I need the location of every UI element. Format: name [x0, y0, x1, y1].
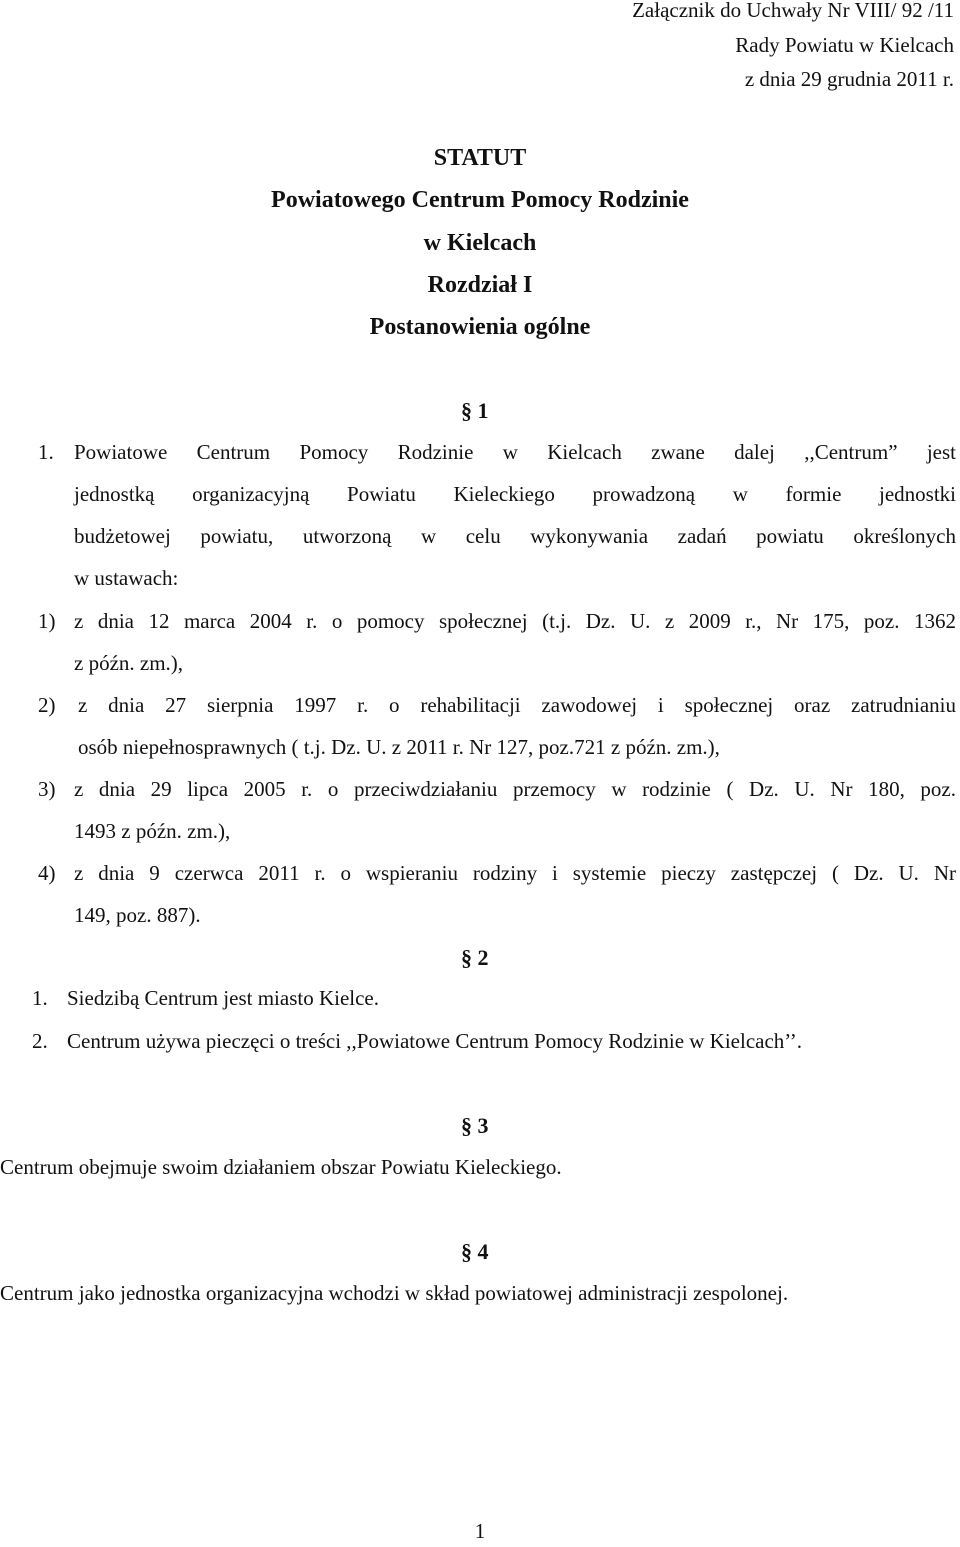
section-2-heading: § 2: [461, 945, 489, 970]
list-item-line: z dnia 29 lipca 2005 r. o przeciwdziałaniu przemocy w rodzinie ( Dz. U. Nr 180, poz.: [74, 777, 956, 801]
list-item-line: 1493 z późn. zm.),: [74, 819, 231, 843]
list-item-number: 3): [38, 777, 56, 801]
list-item-line: osób niepełnosprawnych ( t.j. Dz. U. z 2011 r. Nr 127, poz.721 z późn. zm.),: [78, 735, 720, 759]
list-item-line: 149, poz. 887).: [74, 903, 201, 927]
section-1-paragraph-line: jednostką organizacyjną Powiatu Kieleckiego prowadzoną w formie jednostki: [74, 482, 956, 506]
section-2-paragraph-number: 1.: [32, 986, 48, 1010]
list-item-line: z dnia 9 czerwca 2011 r. o wspieraniu rodziny i systemie pieczy zastępczej ( Dz. U. Nr: [74, 861, 956, 885]
section-1-paragraph-line: Powiatowe Centrum Pomocy Rodzinie w Kielcach zwane dalej ,,Centrum” jest: [74, 440, 956, 464]
section-2-paragraph-number: 2.: [32, 1029, 48, 1053]
page-number: 1: [474, 1519, 486, 1543]
list-item-line: z dnia 12 marca 2004 r. o pomocy społecznej (t.j. Dz. U. z 2009 r., Nr 175, poz. 1362: [74, 609, 956, 633]
section-4-text: Centrum jako jednostka organizacyjna wchodzi w skład powiatowej administracji zespolonej.: [0, 1281, 789, 1305]
section-3-heading: § 3: [461, 1113, 489, 1138]
section-3-text: Centrum obejmuje swoim działaniem obszar Powiatu Kieleckiego.: [0, 1155, 562, 1179]
document-subtitle: Powiatowego Centrum Pomocy Rodzinie: [271, 187, 689, 213]
section-2-paragraph: Centrum używa pieczęci o treści ,,Powiatowe Centrum Pomocy Rodzinie w Kielcach’’.: [67, 1029, 802, 1053]
attachment-header-line2: Rady Powiatu w Kielcach: [735, 33, 954, 57]
list-item-line: z późn. zm.),: [74, 651, 184, 675]
document-title: STATUT: [433, 145, 527, 171]
list-item-number: 4): [38, 861, 56, 885]
list-item-number: 1): [38, 609, 56, 633]
section-2-paragraph: Siedzibą Centrum jest miasto Kielce.: [67, 986, 380, 1010]
section-4-heading: § 4: [461, 1239, 489, 1264]
chapter-name: Postanowienia ogólne: [369, 314, 591, 340]
list-item-line: z dnia 27 sierpnia 1997 r. o rehabilitacji zawodowej i społecznej oraz zatrudnianiu: [78, 693, 956, 717]
section-1-heading: § 1: [461, 398, 489, 423]
attachment-header-line1: Załącznik do Uchwały Nr VIII/ 92 /11: [632, 0, 954, 22]
section-1-paragraph-line: w ustawach:: [74, 566, 179, 590]
section-1-paragraph-number: 1.: [38, 440, 54, 464]
document-subtitle-city: w Kielcach: [423, 230, 537, 256]
attachment-header-line3: z dnia 29 grudnia 2011 r.: [744, 67, 954, 91]
section-1-paragraph-line: budżetowej powiatu, utworzoną w celu wykonywania zadań powiatu określonych: [74, 524, 956, 548]
list-item-number: 2): [38, 693, 56, 717]
chapter-heading: Rozdział I: [427, 272, 533, 298]
